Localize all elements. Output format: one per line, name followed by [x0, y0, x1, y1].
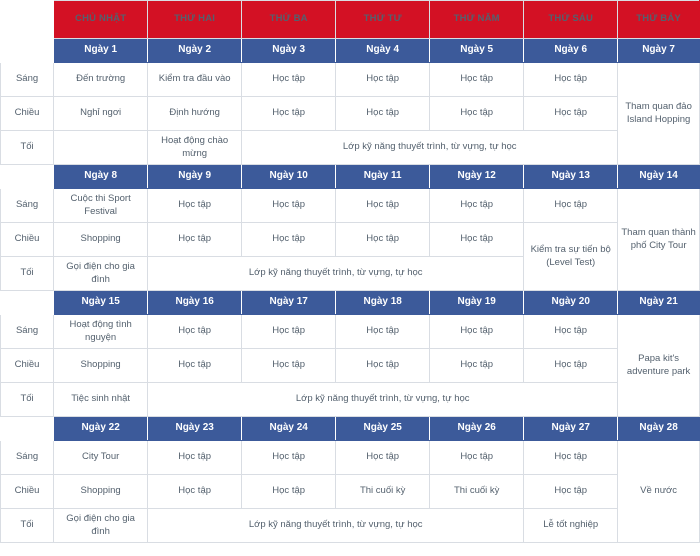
table-row: [1, 63, 700, 97]
w2-morning-mon: Học tập: [148, 189, 242, 223]
week-3-day-5: Ngày 19: [430, 291, 524, 315]
w3-afternoon-mon: Học tập: [148, 349, 242, 383]
week-row-2: [1, 165, 700, 189]
week-2-day-2: Ngày 9: [148, 165, 242, 189]
w3-morning-wed: Học tập: [336, 315, 430, 349]
w2-saturday-activity: Tham quan thành phố City Tour: [618, 189, 700, 291]
header-day-friday: THỨ SÁU: [524, 1, 618, 39]
row-label-afternoon-4: Chiều: [1, 475, 54, 509]
w1-morning-sun: Đến trường: [54, 63, 148, 97]
w4-evening-fri: Lễ tốt nghiệp: [524, 509, 618, 543]
week-2-corner: [1, 165, 54, 189]
week-1-day-5: Ngày 5: [430, 39, 524, 63]
table-row: [1, 509, 700, 543]
w3-morning-tue: Học tập: [242, 315, 336, 349]
w4-saturday-activity: Về nước: [618, 441, 700, 543]
week-3-day-6: Ngày 20: [524, 291, 618, 315]
table-row: [1, 97, 700, 131]
table-row: [1, 475, 700, 509]
table-row: [1, 131, 700, 165]
w2-afternoon-mon: Học tập: [148, 223, 242, 257]
w1-evening-mon: Hoạt động chào mừng: [148, 131, 242, 165]
week-2-day-4: Ngày 11: [336, 165, 430, 189]
w4-morning-tue: Học tập: [242, 441, 336, 475]
w1-afternoon-thu: Học tập: [430, 97, 524, 131]
week-4-day-1: Ngày 22: [54, 417, 148, 441]
w1-afternoon-tue: Học tập: [242, 97, 336, 131]
week-4-day-3: Ngày 24: [242, 417, 336, 441]
w2-evening-sun: Gọi điện cho gia đình: [54, 257, 148, 291]
row-label-morning-3: Sáng: [1, 315, 54, 349]
w3-morning-sun: Hoạt động tình nguyện: [54, 315, 148, 349]
week-row-3: [1, 291, 700, 315]
week-2-day-3: Ngày 10: [242, 165, 336, 189]
w1-afternoon-mon: Định hướng: [148, 97, 242, 131]
w1-morning-wed: Học tập: [336, 63, 430, 97]
table-header-row: [1, 1, 700, 39]
week-3-day-2: Ngày 16: [148, 291, 242, 315]
week-3-day-7: Ngày 21: [618, 291, 700, 315]
table-row: [1, 223, 700, 257]
week-1-day-6: Ngày 6: [524, 39, 618, 63]
w4-evening-span: Lớp kỹ năng thuyết trình, từ vựng, tự học: [148, 509, 524, 543]
table-row: [1, 441, 700, 475]
w3-afternoon-thu: Học tập: [430, 349, 524, 383]
w2-morning-wed: Học tập: [336, 189, 430, 223]
week-3-day-3: Ngày 17: [242, 291, 336, 315]
w2-afternoon-thu: Học tập: [430, 223, 524, 257]
w4-afternoon-tue: Học tập: [242, 475, 336, 509]
header-day-thursday: THỨ NĂM: [430, 1, 524, 39]
row-label-morning-2: Sáng: [1, 189, 54, 223]
w4-morning-wed: Học tập: [336, 441, 430, 475]
header-corner: [1, 1, 54, 39]
row-label-evening-1: Tối: [1, 131, 54, 165]
w4-morning-fri: Học tập: [524, 441, 618, 475]
w1-evening-span: Lớp kỹ năng thuyết trình, từ vựng, tự học: [242, 131, 618, 165]
w2-afternoon-sun: Shopping: [54, 223, 148, 257]
week-3-corner: [1, 291, 54, 315]
table-row: [1, 383, 700, 417]
w1-saturday-activity: Tham quan đảo Island Hopping: [618, 63, 700, 165]
week-2-day-6: Ngày 13: [524, 165, 618, 189]
row-label-afternoon-3: Chiều: [1, 349, 54, 383]
w2-morning-thu: Học tập: [430, 189, 524, 223]
w3-afternoon-wed: Học tập: [336, 349, 430, 383]
w3-morning-fri: Học tập: [524, 315, 618, 349]
w4-morning-mon: Học tập: [148, 441, 242, 475]
row-label-afternoon-1: Chiều: [1, 97, 54, 131]
week-2-day-1: Ngày 8: [54, 165, 148, 189]
w2-afternoon-tue: Học tập: [242, 223, 336, 257]
header-day-tuesday: THỨ BA: [242, 1, 336, 39]
week-1-day-3: Ngày 3: [242, 39, 336, 63]
row-label-afternoon-2: Chiều: [1, 223, 54, 257]
w3-afternoon-fri: Học tập: [524, 349, 618, 383]
w3-evening-sun: Tiệc sinh nhật: [54, 383, 148, 417]
w2-morning-sun: Cuộc thi Sport Festival: [54, 189, 148, 223]
w2-afternoon-wed: Học tập: [336, 223, 430, 257]
w3-saturday-activity: Papa kit's adventure park: [618, 315, 700, 417]
row-label-morning-1: Sáng: [1, 63, 54, 97]
table-row: [1, 189, 700, 223]
week-2-day-5: Ngày 12: [430, 165, 524, 189]
w1-afternoon-wed: Học tập: [336, 97, 430, 131]
row-label-evening-2: Tối: [1, 257, 54, 291]
w2-afternoon-fri: Kiểm tra sự tiến bộ (Level Test): [524, 223, 618, 291]
week-3-day-4: Ngày 18: [336, 291, 430, 315]
w1-morning-thu: Học tập: [430, 63, 524, 97]
w4-afternoon-mon: Học tập: [148, 475, 242, 509]
w2-morning-tue: Học tập: [242, 189, 336, 223]
week-row-4: [1, 417, 700, 441]
w1-morning-mon: Kiểm tra đầu vào: [148, 63, 242, 97]
w4-afternoon-thu: Thi cuối kỳ: [430, 475, 524, 509]
w3-morning-thu: Học tập: [430, 315, 524, 349]
week-4-corner: [1, 417, 54, 441]
w4-evening-sun: Gọi điện cho gia đình: [54, 509, 148, 543]
week-4-day-7: Ngày 28: [618, 417, 700, 441]
w1-afternoon-sun: Nghỉ ngơi: [54, 97, 148, 131]
w2-morning-fri: Học tập: [524, 189, 618, 223]
w4-afternoon-sun: Shopping: [54, 475, 148, 509]
w4-afternoon-fri: Học tập: [524, 475, 618, 509]
table-row: [1, 315, 700, 349]
week-4-day-6: Ngày 27: [524, 417, 618, 441]
week-1-day-2: Ngày 2: [148, 39, 242, 63]
w1-morning-fri: Học tập: [524, 63, 618, 97]
table-row: [1, 349, 700, 383]
w1-morning-tue: Học tập: [242, 63, 336, 97]
w3-afternoon-tue: Học tập: [242, 349, 336, 383]
week-1-day-7: Ngày 7: [618, 39, 700, 63]
row-label-morning-4: Sáng: [1, 441, 54, 475]
w1-afternoon-fri: Học tập: [524, 97, 618, 131]
w2-evening-span: Lớp kỹ năng thuyết trình, từ vựng, tự học: [148, 257, 524, 291]
w4-morning-sun: City Tour: [54, 441, 148, 475]
week-1-day-4: Ngày 4: [336, 39, 430, 63]
w3-evening-span: Lớp kỹ năng thuyết trình, từ vựng, tự học: [148, 383, 618, 417]
header-day-monday: THỨ HAI: [148, 1, 242, 39]
w3-morning-mon: Học tập: [148, 315, 242, 349]
week-2-day-7: Ngày 14: [618, 165, 700, 189]
w3-afternoon-sun: Shopping: [54, 349, 148, 383]
week-4-day-2: Ngày 23: [148, 417, 242, 441]
week-4-day-4: Ngày 25: [336, 417, 430, 441]
header-day-sunday: CHỦ NHẬT: [54, 1, 148, 39]
w4-afternoon-wed: Thi cuối kỳ: [336, 475, 430, 509]
header-day-saturday: THỨ BẢY: [618, 1, 700, 39]
row-label-evening-4: Tối: [1, 509, 54, 543]
w1-evening-sun: [54, 131, 148, 165]
week-1-corner: [1, 39, 54, 63]
week-1-day-1: Ngày 1: [54, 39, 148, 63]
header-day-wednesday: THỨ TƯ: [336, 1, 430, 39]
week-row-1: [1, 39, 700, 63]
row-label-evening-3: Tối: [1, 383, 54, 417]
week-3-day-1: Ngày 15: [54, 291, 148, 315]
w4-morning-thu: Học tập: [430, 441, 524, 475]
week-4-day-5: Ngày 26: [430, 417, 524, 441]
